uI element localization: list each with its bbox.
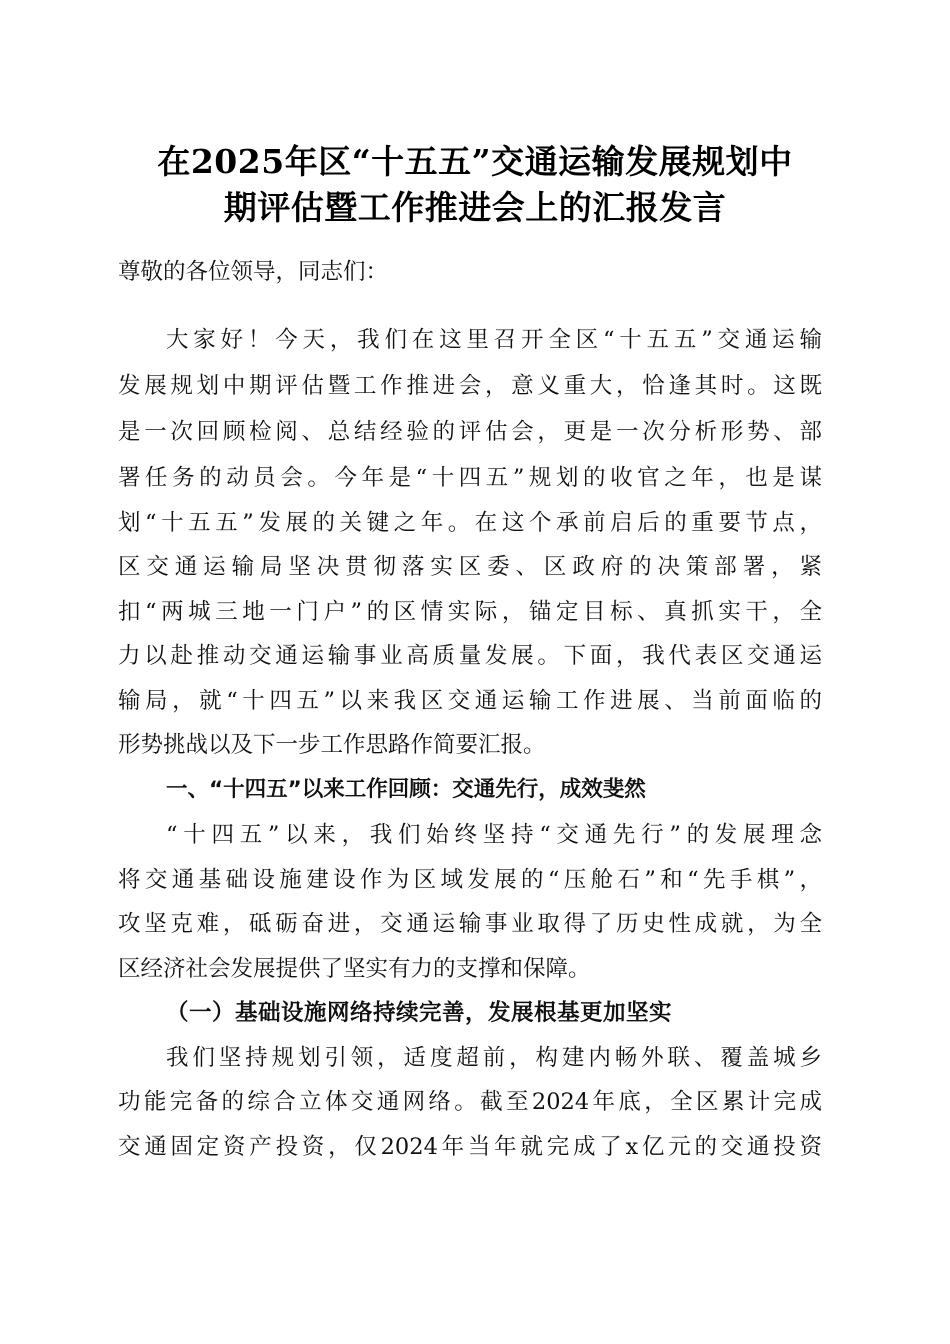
paragraph-1-line: 署任务的动员会。今年是“十四五”规划的收官之年，也是谋 <box>118 465 822 491</box>
paragraph-1-line: 发展规划中期评估暨工作推进会，意义重大，恰逢其时。这既 <box>118 373 822 399</box>
paragraph-1-line: 扣“两城三地一门户”的区情实际，锚定目标、真抓实干，全 <box>118 599 822 625</box>
salutation: 尊敬的各位领导，同志们： <box>118 259 389 285</box>
paragraph-3-line: 我们坚持规划引领，适度超前，构建内畅外联、覆盖城乡 <box>166 1045 822 1071</box>
paragraph-1-line: 是一次回顾检阅、总结经验的评估会，更是一次分析形势、部 <box>118 419 822 445</box>
paragraph-1-line: 形势挑战以及下一步工作思路作简要汇报。 <box>118 732 546 758</box>
document-title-line-2: 期评估暨工作推进会上的汇报发言 <box>223 188 727 227</box>
document-title-line-1: 在2025年区“十五五”交通运输发展规划中 <box>157 142 793 181</box>
paragraph-3-line: 交通固定资产投资，仅2024年当年就完成了x亿元的交通投资 <box>118 1134 822 1160</box>
paragraph-1-line: 大家好！今天，我们在这里召开全区“十五五”交通运输 <box>166 327 822 353</box>
paragraph-1-line: 输局，就“十四五”以来我区交通运输工作进展、当前面临的 <box>118 688 822 714</box>
paragraph-1-line: 力以赴推动交通运输事业高质量发展。下面，我代表区交通运 <box>118 643 822 669</box>
paragraph-2-line: “十四五”以来，我们始终坚持“交通先行”的发展理念 <box>166 822 822 848</box>
paragraph-1-line: 区交通运输局坚决贯彻落实区委、区政府的决策部署，紧 <box>118 554 822 580</box>
paragraph-2-line: 将交通基础设施建设作为区域发展的“压舱石”和“先手棋”， <box>118 867 822 893</box>
paragraph-1-line: 划“十五五”发展的关键之年。在这个承前启后的重要节点， <box>118 510 822 536</box>
paragraph-2-line: 攻坚克难，砥砺奋进，交通运输事业取得了历史性成就，为全 <box>118 911 822 937</box>
paragraph-3-line: 功能完备的综合立体交通网络。截至2024年底，全区累计完成 <box>118 1089 822 1115</box>
section-1-heading: 一、“十四五”以来工作回顾：交通先行，成效斐然 <box>166 777 646 802</box>
subsection-1-heading: （一）基础设施网络持续完善，发展根基更加坚实 <box>166 1000 673 1026</box>
paragraph-2-line: 区经济社会发展提供了坚实有力的支撑和保障。 <box>118 956 591 982</box>
